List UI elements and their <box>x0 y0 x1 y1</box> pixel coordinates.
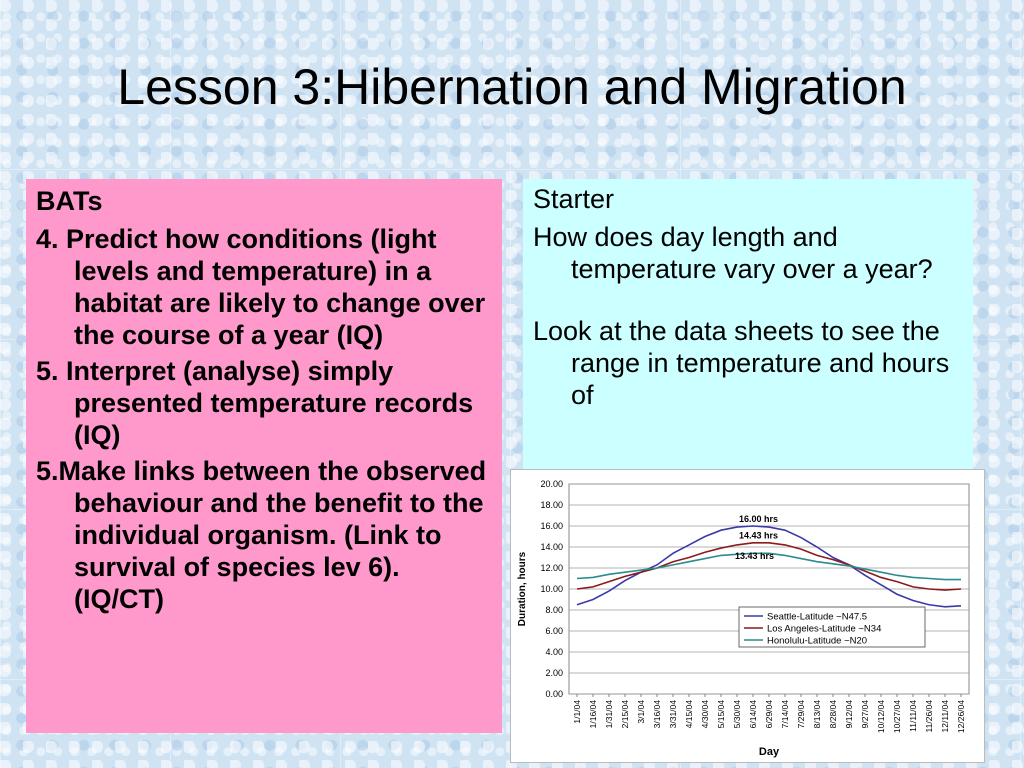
slide-title: Lesson 3:Hibernation and Migration <box>117 59 907 115</box>
y-tick-label: 8.00 <box>545 605 563 615</box>
starter-heading: Starter <box>533 184 615 214</box>
y-tick-label: 18.00 <box>540 500 563 510</box>
x-tick-label: 6/29/04 <box>764 700 774 729</box>
x-tick-label: 9/27/04 <box>860 700 870 729</box>
y-axis-label: Duration, hours <box>517 551 528 627</box>
y-tick-label: 6.00 <box>545 626 563 636</box>
x-tick-label: 1/31/04 <box>604 700 614 729</box>
data-annotation: 14.43 hrs <box>739 530 779 541</box>
y-tick-label: 16.00 <box>540 521 563 531</box>
x-tick-label: 8/13/04 <box>812 700 822 729</box>
y-tick-label: 20.00 <box>540 479 563 489</box>
starter-instruction: Look at the data sheets to see the range in temperature and hours of <box>533 316 950 410</box>
x-tick-label: 3/1/04 <box>636 700 646 724</box>
x-tick-label: 1/1/04 <box>572 700 582 724</box>
x-tick-label: 10/12/04 <box>876 700 886 734</box>
starter-question: How does day length and temperature vary over a year? <box>533 222 933 284</box>
x-tick-label: 7/29/04 <box>796 700 806 729</box>
day-length-chart <box>510 469 985 763</box>
x-axis-label: Day <box>758 746 780 758</box>
bats-heading: BATs <box>36 186 103 216</box>
y-tick-label: 12.00 <box>540 563 563 573</box>
x-tick-label: 8/28/04 <box>828 700 838 729</box>
x-tick-label: 5/30/04 <box>732 700 742 729</box>
y-tick-label: 4.00 <box>545 647 563 657</box>
x-tick-label: 4/30/04 <box>700 700 710 729</box>
bats-item: 5.Make links between the observed behaviour and the benefit to the individual organism. (Link to survival of species lev 6). (IQ/CT) <box>36 456 487 614</box>
starter-panel <box>523 179 973 469</box>
bats-panel <box>26 179 502 733</box>
x-tick-label: 4/15/04 <box>684 700 694 729</box>
x-tick-label: 10/27/04 <box>892 700 902 734</box>
x-tick-label: 7/14/04 <box>780 700 790 729</box>
y-tick-label: 10.00 <box>540 584 563 594</box>
x-tick-label: 9/12/04 <box>844 700 854 729</box>
x-tick-label: 11/26/04 <box>924 700 934 733</box>
x-tick-label: 12/26/04 <box>956 700 966 734</box>
legend-entry: Honolulu-Latitude ~N20 <box>767 635 868 647</box>
bats-item: 4. Predict how conditions (light levels and temperature) in a habitat are likely to change over the course of a year (IQ) <box>36 224 486 350</box>
x-tick-label: 11/11/04 <box>908 700 918 732</box>
bats-item: 5. Interpret (analyse) simply presented temperature records (IQ) <box>36 356 474 450</box>
x-tick-label: 3/31/04 <box>668 700 678 729</box>
x-tick-label: 6/14/04 <box>748 700 758 729</box>
chart-svg <box>511 470 984 762</box>
data-annotation: 13.43 hrs <box>735 550 775 561</box>
x-tick-label: 1/16/04 <box>588 700 598 729</box>
x-tick-label: 12/11/04 <box>940 700 950 733</box>
x-tick-label: 3/16/04 <box>652 700 662 729</box>
legend-entry: Seattle-Latitude ~N47.5 <box>767 611 868 623</box>
y-tick-label: 2.00 <box>545 668 563 678</box>
legend-entry: Los Angeles-Latitude ~N34 <box>767 623 882 635</box>
y-tick-label: 14.00 <box>540 542 563 552</box>
x-tick-label: 2/15/04 <box>620 700 630 729</box>
y-tick-label: 0.00 <box>545 689 563 699</box>
x-tick-label: 5/15/04 <box>716 700 726 729</box>
data-annotation: 16.00 hrs <box>739 514 779 524</box>
